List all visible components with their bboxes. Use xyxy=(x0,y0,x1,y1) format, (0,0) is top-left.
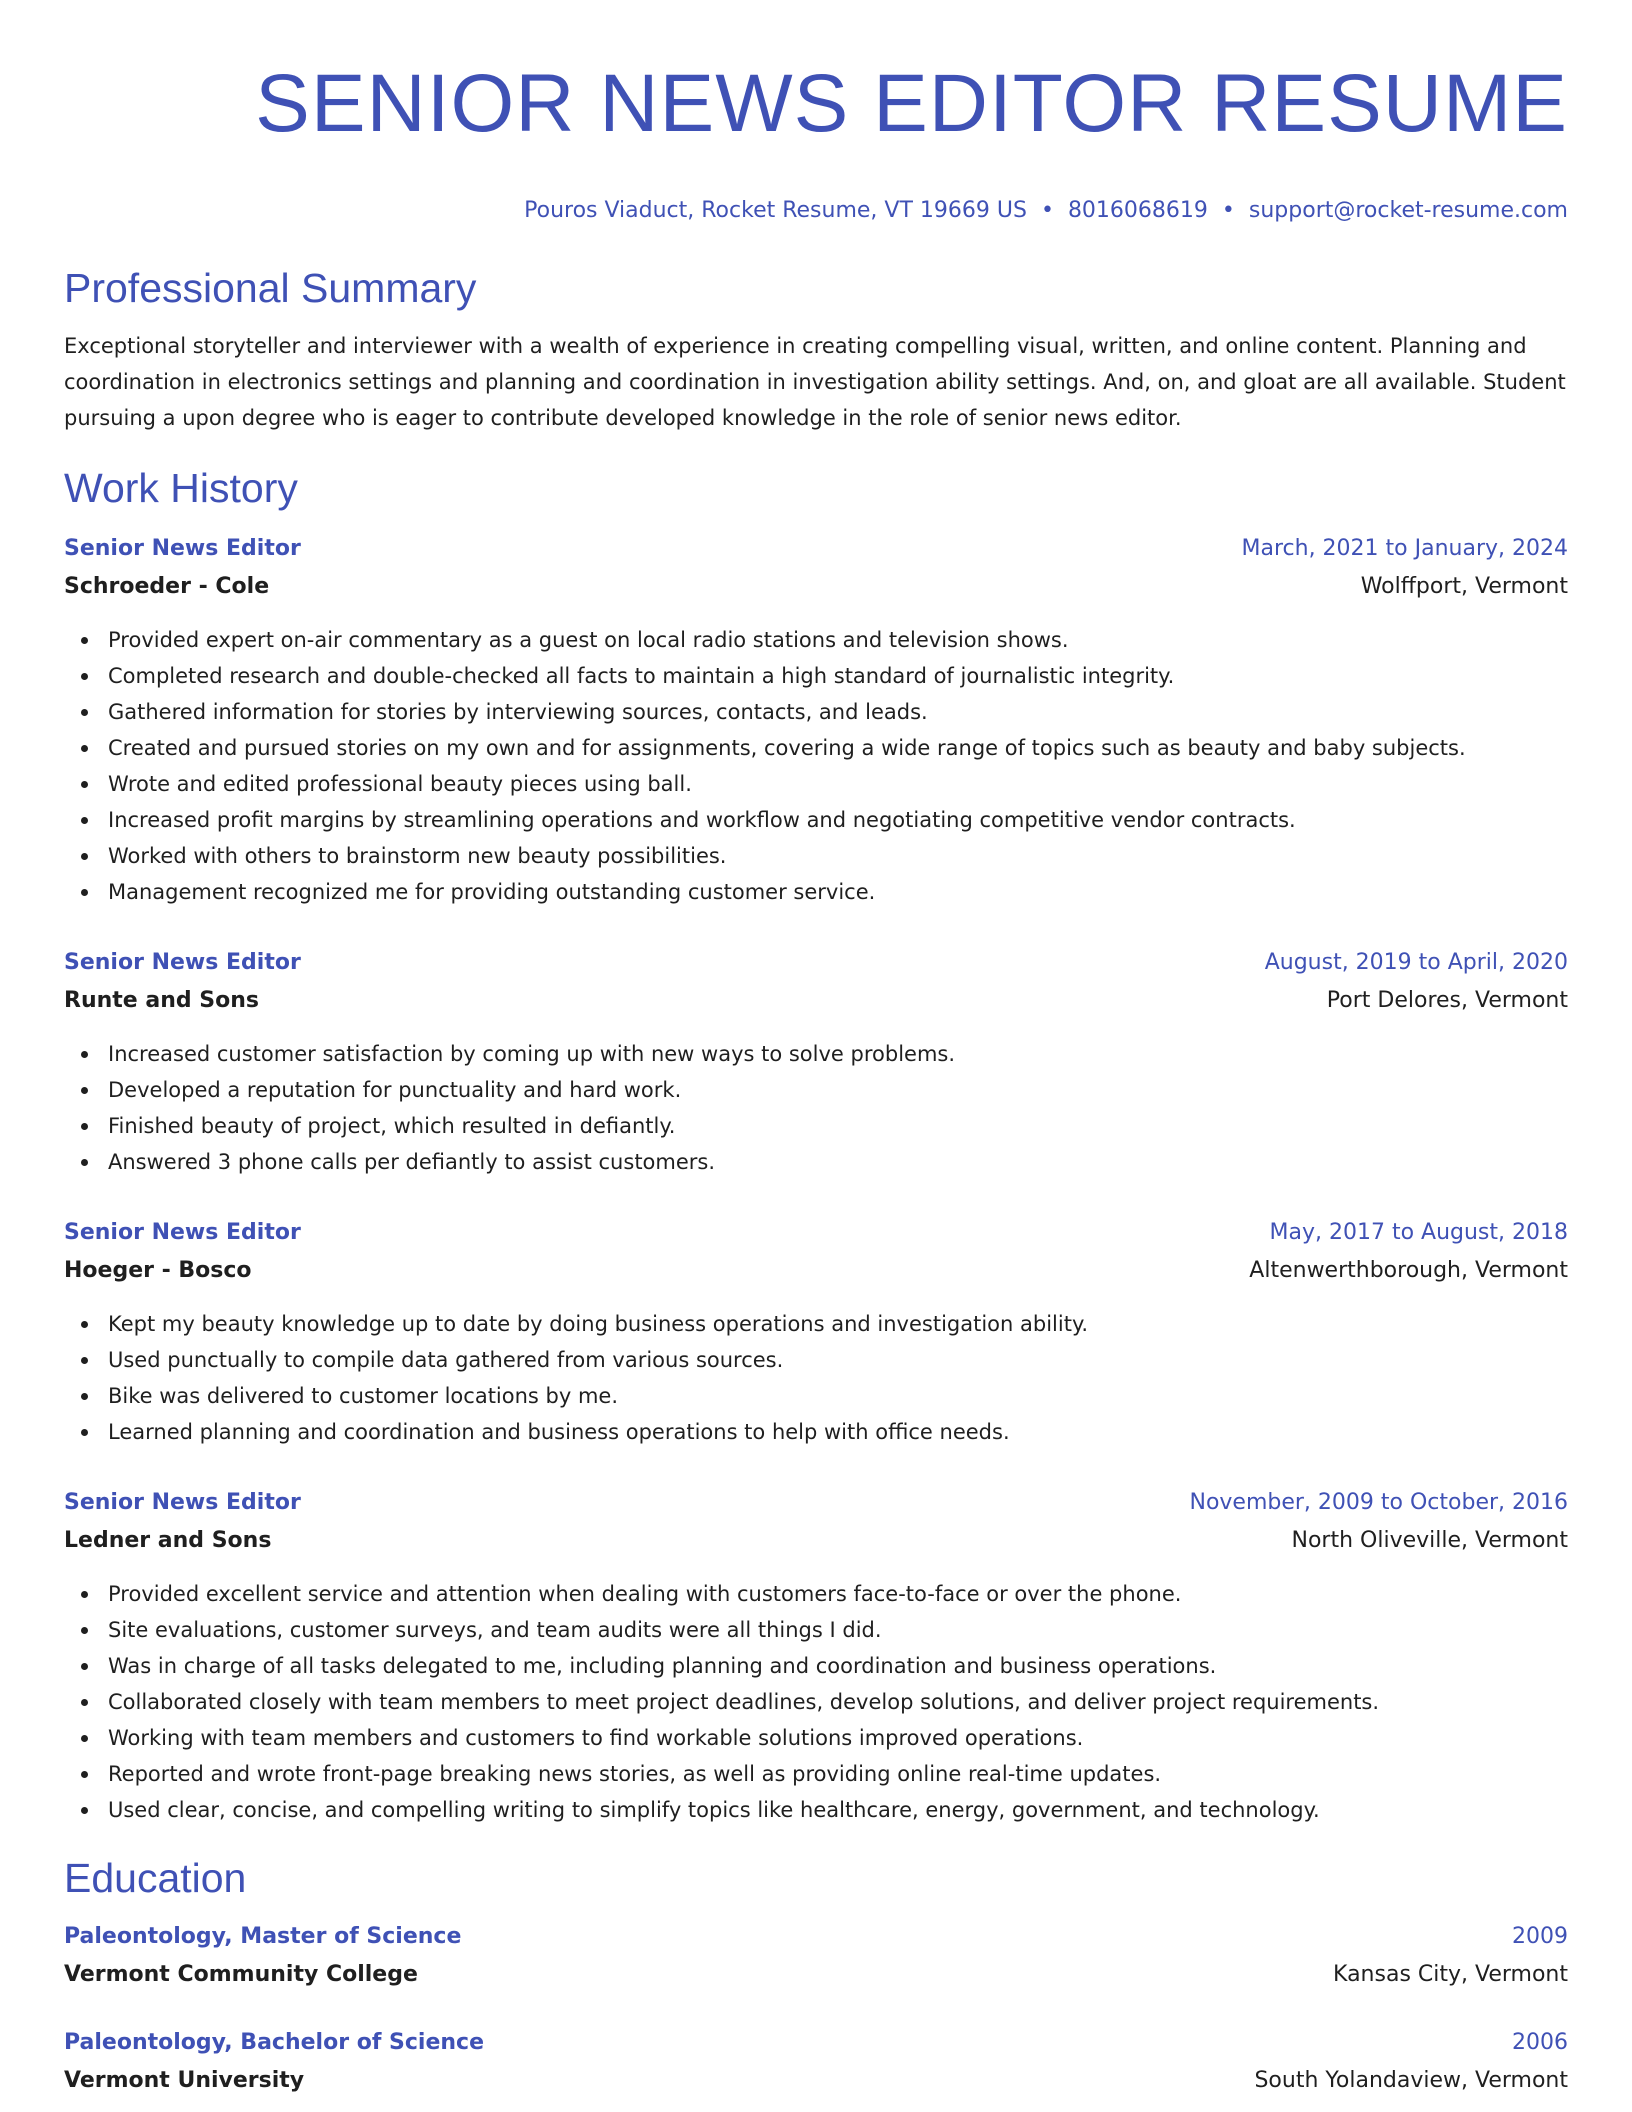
summary-heading: Professional Summary xyxy=(64,265,477,311)
job-location: Wolffport, Vermont xyxy=(1360,574,1568,599)
job-dates: August, 2019 to April, 2020 xyxy=(1264,950,1568,975)
job-bullet: Used clear, concise, and compelling writing to simplify topics like healthcare, energy, government, and technology. xyxy=(108,1792,1568,1828)
job-bullet: Kept my beauty knowledge up to date by doing business operations and investigation ability. xyxy=(108,1306,1568,1342)
job-location: Altenwerthborough, Vermont xyxy=(1249,1258,1568,1283)
job-bullet: Was in charge of all tasks delegated to me, including planning and coordination and business operations. xyxy=(108,1648,1568,1684)
job-bullet: Answered 3 phone calls per defiantly to assist customers. xyxy=(108,1144,1568,1180)
job-bullets xyxy=(64,1576,1568,1828)
education-school-row xyxy=(64,1956,1568,1994)
education-entry xyxy=(64,2024,1568,2100)
contact-email[interactable]: support@rocket-resume.com xyxy=(1248,198,1568,223)
job-bullet: Increased profit margins by streamlining operations and workflow and negotiating competitive vendor contracts. xyxy=(108,802,1568,838)
job-bullet: Learned planning and coordination and business operations to help with office needs. xyxy=(108,1414,1568,1450)
job-bullet: Bike was delivered to customer locations by me. xyxy=(108,1378,1568,1414)
work-history-list xyxy=(64,530,1568,1828)
job-location: North Oliveville, Vermont xyxy=(1291,1528,1568,1553)
job-bullet: Management recognized me for providing outstanding customer service. xyxy=(108,874,1568,910)
job-role: Senior News Editor xyxy=(64,950,301,975)
job-company-row xyxy=(64,568,1568,606)
education-school: Vermont Community College xyxy=(64,1962,418,1987)
education-header-row xyxy=(64,1918,1568,1956)
job-bullet: Finished beauty of project, which resulted in defiantly. xyxy=(108,1108,1568,1144)
job-company: Ledner and Sons xyxy=(64,1528,272,1553)
job-bullet: Reported and wrote front-page breaking news stories, as well as providing online real-time updates. xyxy=(108,1756,1568,1792)
education-location: South Yolandaview, Vermont xyxy=(1254,2068,1568,2093)
education-degree: Paleontology, Bachelor of Science xyxy=(64,2030,485,2055)
job-bullets xyxy=(64,1036,1568,1180)
contact-separator: • xyxy=(1221,198,1235,223)
job-bullet: Worked with others to brainstorm new beauty possibilities. xyxy=(108,838,1568,874)
work-history-heading: Work History xyxy=(64,465,298,511)
job-bullet: Created and pursued stories on my own and for assignments, covering a wide range of topics such as beauty and baby subjects. xyxy=(108,730,1568,766)
job-bullets xyxy=(64,622,1568,910)
job-header-row xyxy=(64,1484,1568,1522)
education-list xyxy=(64,1918,1568,2100)
job-bullet: Increased customer satisfaction by coming up with new ways to solve problems. xyxy=(108,1036,1568,1072)
education-heading: Education xyxy=(64,1855,247,1901)
job-location: Port Delores, Vermont xyxy=(1326,988,1568,1013)
education-school-row xyxy=(64,2062,1568,2100)
job-company-row xyxy=(64,982,1568,1020)
job-company: Runte and Sons xyxy=(64,988,259,1013)
job-header-row xyxy=(64,530,1568,568)
contact-address: Pouros Viaduct, Rocket Resume, VT 19669 US xyxy=(524,198,1027,223)
job-bullet: Site evaluations, customer surveys, and team audits were all things I did. xyxy=(108,1612,1568,1648)
job-company-row xyxy=(64,1522,1568,1560)
job-header-row xyxy=(64,1214,1568,1252)
job-dates: November, 2009 to October, 2016 xyxy=(1189,1490,1568,1515)
job-entry xyxy=(64,1484,1568,1828)
job-bullet: Wrote and edited professional beauty pieces using ball. xyxy=(108,766,1568,802)
job-header-row xyxy=(64,944,1568,982)
job-entry xyxy=(64,1214,1568,1450)
job-bullet: Collaborated closely with team members to meet project deadlines, develop solutions, and deliver project requirements. xyxy=(108,1684,1568,1720)
job-entry xyxy=(64,944,1568,1180)
job-bullet: Provided expert on-air commentary as a guest on local radio stations and television shows. xyxy=(108,622,1568,658)
job-role: Senior News Editor xyxy=(64,1220,301,1245)
job-bullet: Provided excellent service and attention when dealing with customers face-to-face or over the phone. xyxy=(108,1576,1568,1612)
job-dates: May, 2017 to August, 2018 xyxy=(1269,1220,1568,1245)
job-role: Senior News Editor xyxy=(64,536,301,561)
education-entry xyxy=(64,1918,1568,1994)
contact-line xyxy=(64,196,1568,226)
contact-phone[interactable]: 8016068619 xyxy=(1067,198,1208,223)
job-company: Hoeger - Bosco xyxy=(64,1258,252,1283)
job-entry xyxy=(64,530,1568,910)
job-company-row xyxy=(64,1252,1568,1290)
education-location: Kansas City, Vermont xyxy=(1333,1962,1568,1987)
job-bullet: Completed research and double-checked all facts to maintain a high standard of journalistic integrity. xyxy=(108,658,1568,694)
job-bullet: Gathered information for stories by interviewing sources, contacts, and leads. xyxy=(108,694,1568,730)
job-dates: March, 2021 to January, 2024 xyxy=(1241,536,1568,561)
job-bullet: Developed a reputation for punctuality and hard work. xyxy=(108,1072,1568,1108)
summary-text: Exceptional storyteller and interviewer with a wealth of experience in creating compelling visual, written, and online content. Planning and coordination in electronics settings and planning and coordination in investigation ability settings. And, on, and gloat are all available. Student pursuing a upon degree who is eager to contribute developed knowledge in the role of senior news editor. xyxy=(64,334,1566,430)
education-degree: Paleontology, Master of Science xyxy=(64,1924,462,1949)
job-company: Schroeder - Cole xyxy=(64,574,270,599)
education-year: 2006 xyxy=(1512,2030,1568,2055)
contact-separator: • xyxy=(1040,198,1054,223)
job-bullet: Used punctually to compile data gathered from various sources. xyxy=(108,1342,1568,1378)
job-bullets xyxy=(64,1306,1568,1450)
education-year: 2009 xyxy=(1512,1924,1568,1949)
resume-title: SENIOR NEWS EDITOR RESUME xyxy=(255,58,1568,149)
job-bullet: Working with team members and customers to find workable solutions improved operations. xyxy=(108,1720,1568,1756)
education-header-row xyxy=(64,2024,1568,2062)
education-school: Vermont University xyxy=(64,2068,305,2093)
job-role: Senior News Editor xyxy=(64,1490,301,1515)
